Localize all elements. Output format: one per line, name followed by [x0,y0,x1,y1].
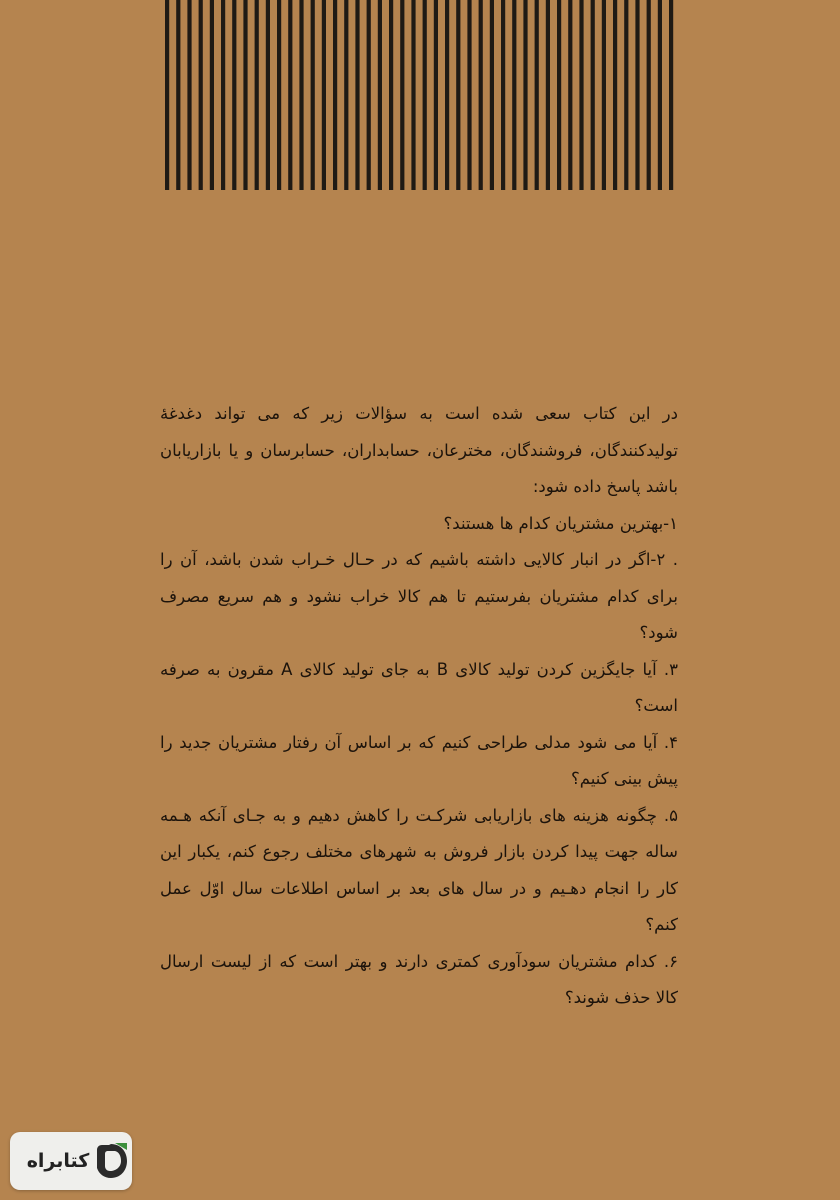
barcode-stripe [333,0,337,190]
barcode-stripe [221,0,225,190]
barcode-stripe [176,0,180,190]
barcode-stripe [344,0,348,190]
barcode-stripe [546,0,550,190]
barcode-stripe [568,0,572,190]
barcode-stripe [400,0,404,190]
barcode-stripe [658,0,662,190]
barcode-stripe [199,0,203,190]
barcode-stripe [456,0,460,190]
brand-name: کتابراه [26,1150,90,1172]
barcode-stripe [613,0,617,190]
barcode-stripe [479,0,483,190]
barcode-stripe [501,0,505,190]
barcode-stripe [355,0,359,190]
barcode-stripe [523,0,527,190]
question-2: . ۲-اگر در انبار کالایی داشته باشیم که در حـال خـراب شدن باشد، آن را برای کدام مشتریان بفرستیم تا هم کالا خراب نشود و هم سریع مصرف شود؟ [160,550,678,642]
barcode-stripe [624,0,628,190]
barcode-stripe [490,0,494,190]
question-5: ۵. چگونه هزینه های بازاریابی شرکـت را کاهش دهیم و به جـای آنکه هـمه ساله جهت پیدا کردن بازار فروش به شهرهای مختلف رجوع کنم، یکبار این کار را انجام دهـیم و در سال های بعد بر اساس اطلاعات سال اوّل عمل کنم؟ [160,805,678,934]
barcode-stripe [266,0,270,190]
barcode-stripe [434,0,438,190]
barcode-stripe [187,0,191,190]
barcode-stripe [255,0,259,190]
barcode-stripe [635,0,639,190]
barcode-stripe [467,0,471,190]
barcode-stripe [423,0,427,190]
barcode-icon [165,0,677,190]
barcode-stripe [311,0,315,190]
barcode-stripe [243,0,247,190]
barcode-stripe [378,0,382,190]
ketabrah-badge[interactable] [10,1132,132,1190]
barcode-stripe [299,0,303,190]
barcode-stripe [591,0,595,190]
barcode-stripe [277,0,281,190]
barcode-stripe [669,0,673,190]
barcode-stripe [210,0,214,190]
question-1: ۱-بهترین مشتریان کدام ها هستند؟ [443,513,678,533]
barcode-stripe [647,0,651,190]
question-3: ۳. آیا جایگزین کردن تولید کالای B به جای تولید کالای A مقرون به صرفه است؟ [160,659,678,715]
barcode-stripe [602,0,606,190]
barcode-stripe [288,0,292,190]
barcode-stripe [411,0,415,190]
barcode-stripe [232,0,236,190]
question-4: ۴. آیا می شود مدلی طراحی کنیم که بر اساس آن رفتار مشتریان جدید را پیش بینی کنیم؟ [160,732,678,788]
barcode-stripe [512,0,516,190]
barcode-stripe [322,0,326,190]
question-6: ۶. کدام مشتریان سودآوری کمتری دارند و بهتر است که از لیست ارسال کالا حذف شوند؟ [160,951,678,1007]
back-cover-text [160,396,678,1017]
barcode-stripe [445,0,449,190]
barcode-stripe [579,0,583,190]
barcode-stripe [389,0,393,190]
intro-paragraph: در این کتاب سعی شده است به سؤالات زیر که می تواند دغدغۀ تولیدکنندگان، فروشندگان، مخترعان، حسابداران، حسابرسان و یا بازاریابان باشد پاسخ داده شود: [160,404,678,496]
ketabrah-logo-icon [93,1142,129,1180]
barcode-stripe [535,0,539,190]
barcode-stripe [165,0,169,190]
barcode-stripe [367,0,371,190]
barcode-stripe [557,0,561,190]
